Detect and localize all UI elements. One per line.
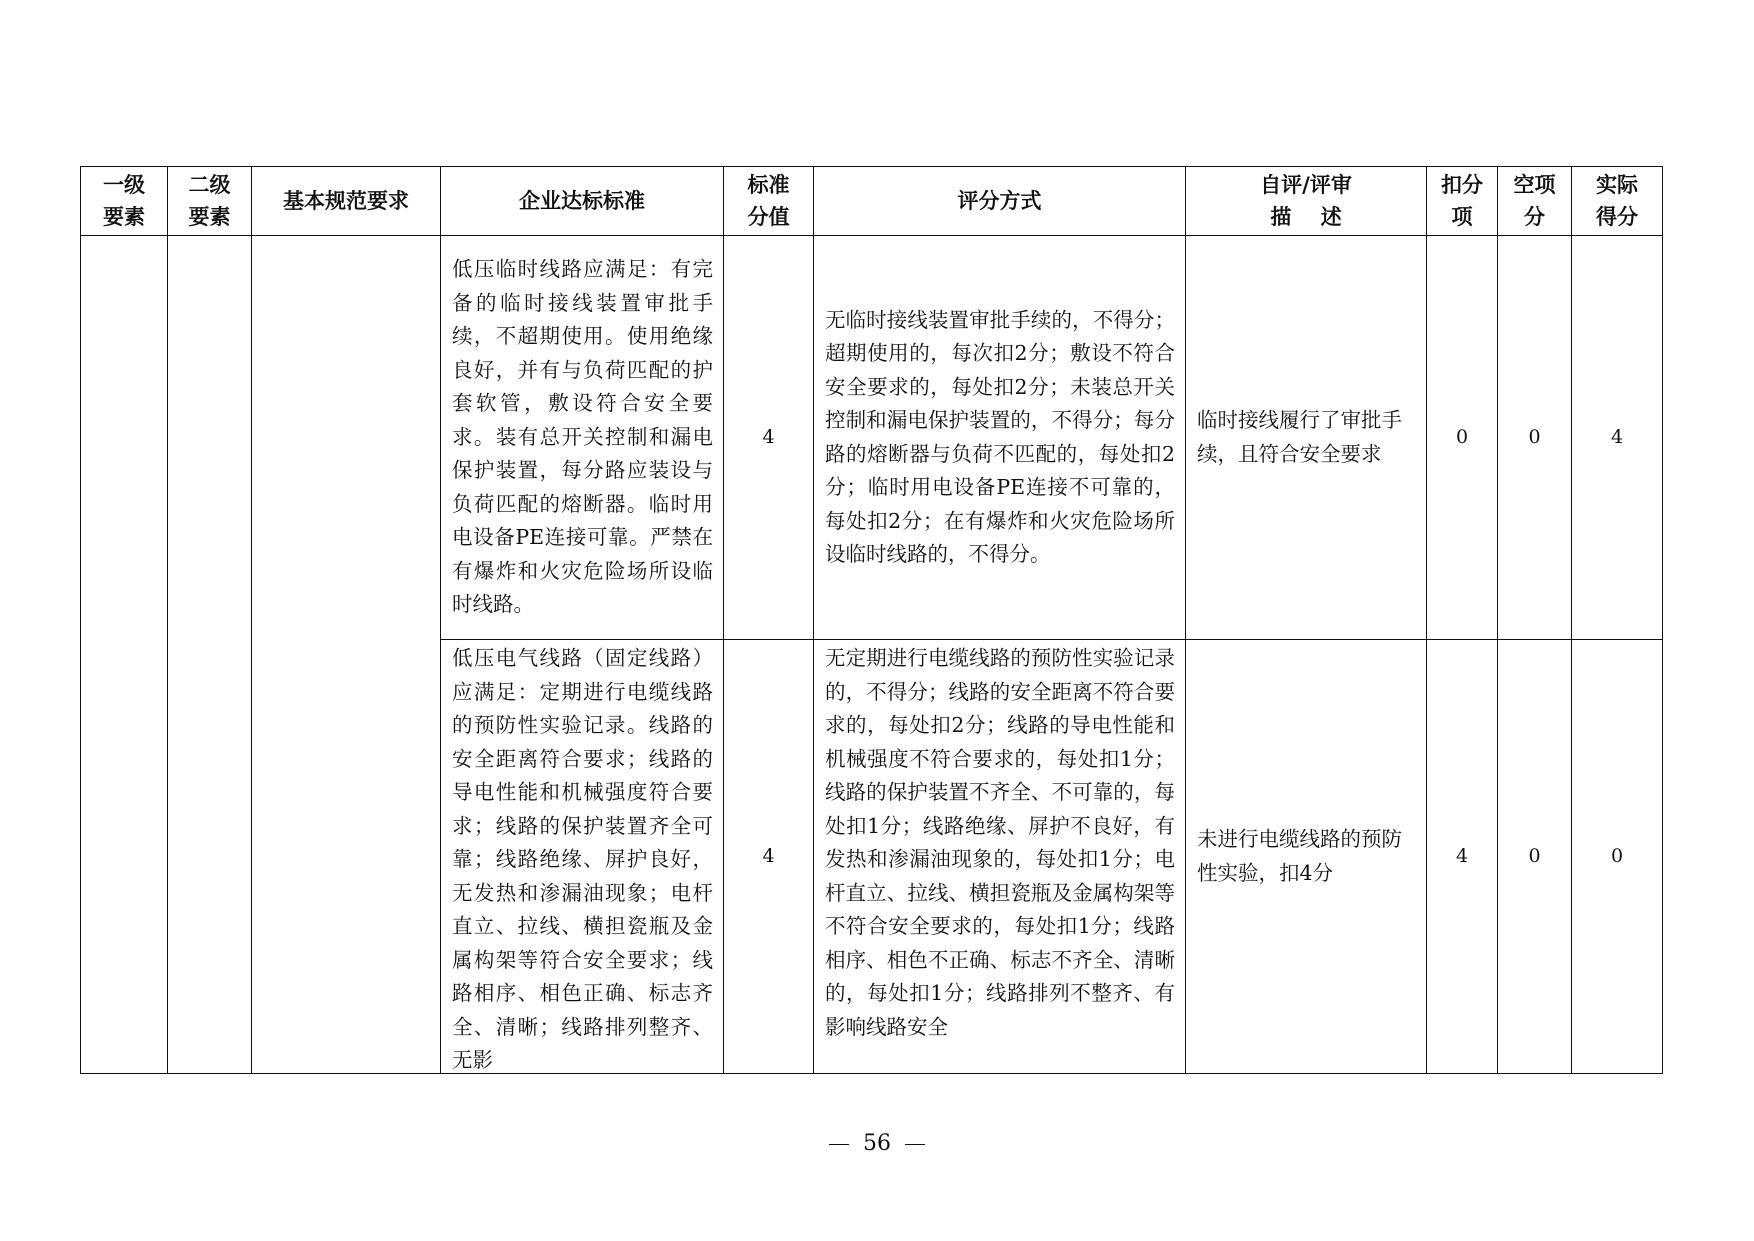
page-footer (0, 1129, 1754, 1159)
header-deduction: 扣分 项 (1427, 167, 1498, 236)
header-self-review-description: 自评/评审 描 述 (1186, 167, 1427, 236)
header-scoring-method: 评分方式 (814, 167, 1186, 236)
deduction-cell: 4 (1427, 640, 1498, 1074)
actual-score-cell: 4 (1572, 236, 1663, 640)
level2-element-cell (168, 236, 252, 1074)
header-enterprise-standard: 企业达标标准 (441, 167, 724, 236)
page-number: 56 (863, 1131, 891, 1156)
dash-right (905, 1144, 925, 1145)
empty-item-score-cell: 0 (1498, 640, 1572, 1074)
scoring-method-cell: 无定期进行电缆线路的预防性实验记录的，不得分；线路的安全距离不符合要求的，每处扣2分；线路的导电性能和机械强度不符合要求的，每处扣1分；线路的保护装置不齐全、不可靠的，每处扣1分；线路绝缘、屏护不良好，有发热和渗漏油现象的，每处扣1分；电杆直立、拉线、横担瓷瓶及金属构架等不符合安全要求的，每处扣1分；线路相序、相色不正确、标志不齐全、清晰的，每处扣1分；线路排列不整齐、有影响线路安全 (814, 640, 1186, 1074)
header-level2-element: 二级 要素 (168, 167, 252, 236)
table-row (81, 236, 1663, 640)
self-review-description-cell: 未进行电缆线路的预防性实验，扣4分 (1186, 640, 1427, 1074)
deduction-cell: 0 (1427, 236, 1498, 640)
empty-item-score-cell: 0 (1498, 236, 1572, 640)
header-standard-score: 标准 分值 (724, 167, 814, 236)
header-basic-requirements: 基本规范要求 (252, 167, 441, 236)
self-review-description-cell: 临时接线履行了审批手续，且符合安全要求 (1186, 236, 1427, 640)
scoring-table (80, 166, 1663, 1074)
dash-left (829, 1144, 849, 1145)
level1-element-cell (81, 236, 168, 1074)
header-empty-item-score: 空项 分 (1498, 167, 1572, 236)
header-row (81, 167, 1663, 236)
enterprise-standard-cell: 低压电气线路（固定线路）应满足：定期进行电缆线路的预防性实验记录。线路的安全距离符合要求；线路的导电性能和机械强度符合要求；线路的保护装置齐全可靠；线路绝缘、屏护良好，无发热和渗漏油现象；电杆直立、拉线、横担瓷瓶及金属构架等符合安全要求；线路相序、相色正确、标志齐全、清晰；线路排列整齐、无影 (441, 640, 724, 1074)
header-actual-score: 实际 得分 (1572, 167, 1663, 236)
basic-requirements-cell (252, 236, 441, 1074)
standard-score-cell: 4 (724, 640, 814, 1074)
actual-score-cell: 0 (1572, 640, 1663, 1074)
scoring-method-cell: 无临时接线装置审批手续的，不得分；超期使用的，每次扣2分；敷设不符合安全要求的，每处扣2分；未装总开关控制和漏电保护装置的，不得分；每分路的熔断器与负荷不匹配的，每处扣2分；临时用电设备PE连接不可靠的，每处扣2分；在有爆炸和火灾危险场所设临时线路的，不得分。 (814, 236, 1186, 640)
enterprise-standard-cell: 低压临时线路应满足：有完备的临时接线装置审批手续，不超期使用。使用绝缘良好，并有与负荷匹配的护套软管，敷设符合安全要求。装有总开关控制和漏电保护装置，每分路应装设与负荷匹配的熔断器。临时用电设备PE连接可靠。严禁在有爆炸和火灾危险场所设临时线路。 (441, 236, 724, 640)
header-level1-element: 一级 要素 (81, 167, 168, 236)
standard-score-cell: 4 (724, 236, 814, 640)
